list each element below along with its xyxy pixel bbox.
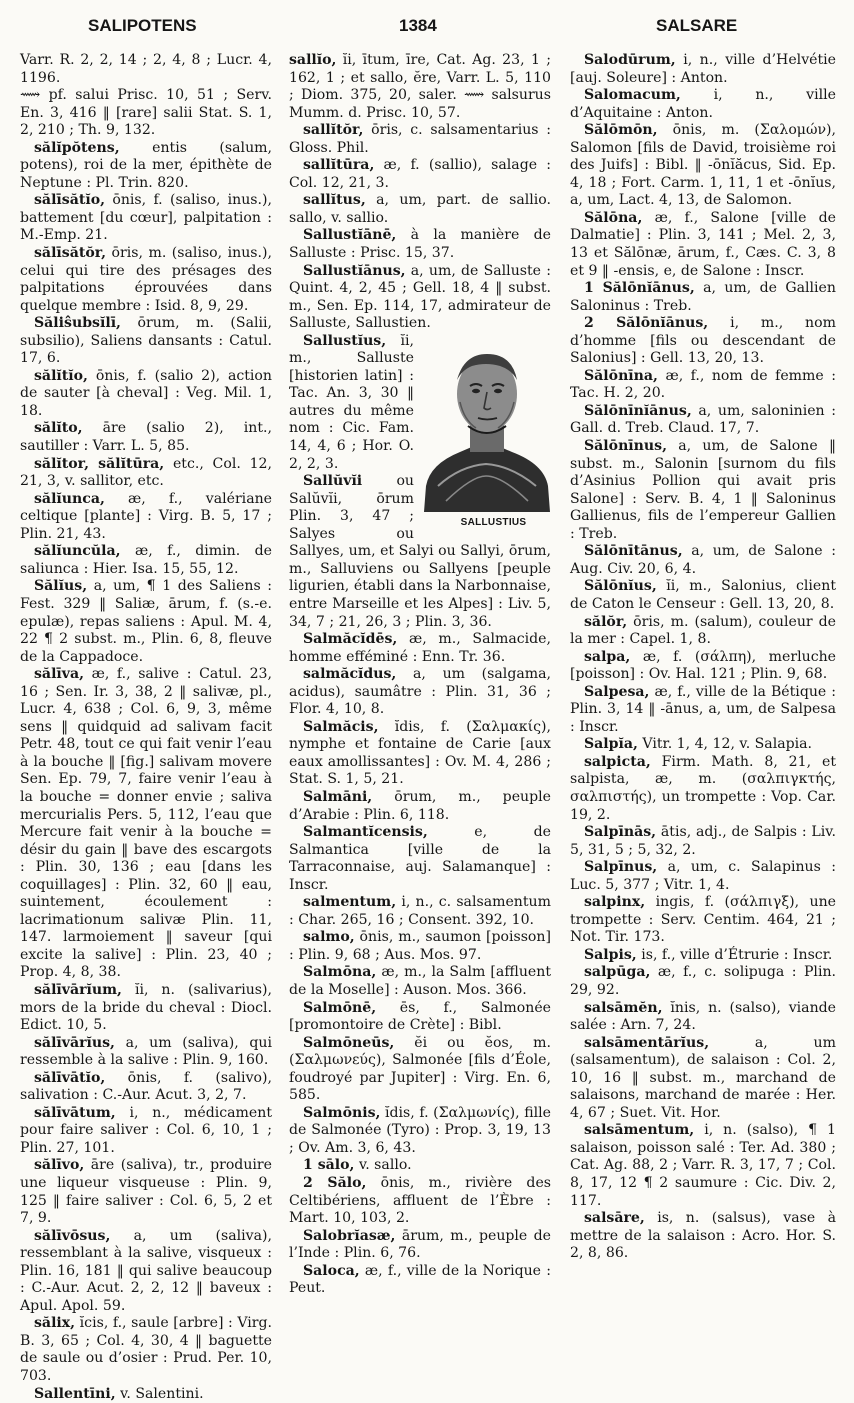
entry-headword: salpicta,	[584, 753, 651, 770]
entry-definition: i, n. (salso), ¶ 1 salaison, poisson salé : Ter. Ad. 380 ; Cat. Ag. 88, 2 ; Varr. R. 3, 17, 7 ; Col. 8, 17, 12 ¶ 2 saumure : Cic. Div. 2, 117.	[570, 1122, 836, 1209]
entry-definition: e, de Salmantica [ville de la Tarraconnaise, auj. Salamanque] : Inscr.	[289, 824, 551, 893]
dictionary-entry	[20, 1386, 272, 1403]
dictionary-entry	[289, 894, 551, 929]
entry-headword: Sallentīni,	[34, 1385, 116, 1402]
dictionary-entry	[20, 578, 272, 666]
entry-definition: ĭi, n. (salivarius), mors de la bride du cheval : Diocl. Edict. 10, 5.	[20, 981, 272, 1034]
entry-definition: is, n. (salsus), vase à mettre de la salaison : Acro. Hor. S. 2, 8, 86.	[570, 1210, 836, 1262]
dictionary-entry	[570, 754, 836, 824]
entry-definition: ōrum, m. (Salii, subsilio), Saliens dansants : Catul. 17, 6.	[20, 315, 272, 367]
entry-headword: sălĭto,	[34, 420, 83, 437]
entry-headword: Salpis,	[584, 946, 637, 963]
entry-headword: sălīvārĭus,	[34, 1034, 115, 1051]
entry-definition: i, n., médicament pour faire saliver : Col. 6, 10, 1 ; Plin. 27, 101.	[20, 1104, 273, 1156]
entry-headword: salsāre,	[584, 1210, 645, 1227]
entry-headword: Sălōnĭus,	[584, 578, 657, 595]
entry-headword: Sălōnīnĭānus,	[584, 402, 692, 419]
dictionary-entry	[570, 87, 836, 122]
dictionary-entry	[289, 1157, 551, 1175]
entry-headword: sallĭtus,	[303, 192, 366, 209]
dictionary-entry	[20, 87, 272, 140]
entry-headword: sălĭuncŭla,	[34, 543, 121, 560]
entry-headword: sallĭtŏr,	[303, 122, 364, 139]
entry-definition: ōnis, f. (salivo), salivation : C.-Aur. Acut. 3, 2, 7.	[20, 1069, 272, 1104]
entry-definition: æ, f., valériane celtique [plante] : Virg. B. 5, 17 ; Plin. 21, 43.	[20, 490, 273, 542]
entry-headword: sălĭtor, sălĭtūra,	[34, 455, 165, 472]
entry-definition: ĭcis, f., saule [arbre] : Virg. B. 3, 65 ; Col. 4, 30, 4 ‖ baguette de saule ou d’osier : Prud. Per. 10, 703.	[20, 1315, 273, 1385]
dictionary-entry	[20, 52, 272, 87]
entry-definition: ātis, adj., de Salpis : Liv. 5, 31, 5 ; 5, 32, 2.	[570, 824, 837, 858]
dictionary-entry	[20, 1070, 272, 1105]
dictionary-entry	[570, 543, 836, 578]
entry-definition: i, m., nom d’homme [fils ou descendant de Salonius] : Gell. 13, 20, 13.	[570, 315, 836, 367]
dictionary-entry	[20, 666, 272, 982]
dictionary-entry	[570, 1122, 836, 1210]
entry-definition: Firm. Math. 8, 21, et salpista, æ, m. (σαλπιγκτής, σαλπιστής), un trompette : Vop. Car. 19, 2.	[570, 753, 836, 823]
entry-definition: ĭi, m., Salonius, client de Caton le Censeur : Gell. 13, 20, 8.	[570, 578, 836, 612]
entry-definition: a, um, c. Salapinus : Luc. 5, 377 ; Vitr. 1, 4.	[570, 859, 837, 893]
entry-headword: salsāmentum,	[584, 1122, 695, 1139]
entry-definition: æ, f., c. solipuga : Plin. 29, 92.	[570, 964, 837, 998]
entry-definition: a, um (saliva), qui ressemble à la salive : Plin. 9, 160.	[20, 1034, 272, 1069]
entry-headword: Sălōna,	[584, 209, 643, 226]
entry-definition: a, um (saliva), ressemblant à la salive, visqueux : Plin. 16, 181 ‖ qui salive beaucoup : C.-Aur. Acut. 2, 2, 12 ‖ baveux : Apul. Apol. 59.	[20, 1227, 272, 1314]
dictionary-entry	[570, 649, 836, 684]
sallustius-portrait	[420, 336, 553, 530]
bust-illustration	[420, 336, 553, 512]
entry-headword: 1 sālo,	[303, 1157, 355, 1174]
entry-headword: Sălōnītānus,	[584, 543, 683, 560]
dictionary-entry	[289, 1105, 551, 1158]
entry-definition: æ, f., ville de la Bétique : Plin. 3, 14 ‖ -ānus, a, um, de Salpesa : Inscr.	[570, 683, 836, 735]
entry-headword: 2 Sălo,	[303, 1175, 367, 1191]
entry-headword: 2 Sălōnĭānus,	[584, 315, 709, 332]
entry-definition: æ, f., nom de femme : Tac. H. 2, 20.	[570, 367, 836, 402]
dictionary-entry	[20, 315, 272, 368]
dictionary-entry	[289, 719, 551, 789]
dictionary-entry	[289, 1175, 551, 1228]
entry-definition: a, um (salgama, acidus), saumâtre : Plin. 31, 36 ; Flor. 4, 10, 8.	[289, 666, 551, 718]
entry-headword: salsāmĕn,	[584, 999, 663, 1016]
entry-definition: Varr. R. 2, 2, 14 ; 2, 4, 8 ; Lucr. 4, 1196.	[20, 52, 272, 86]
dictionary-entry	[20, 368, 272, 421]
entry-headword: sălīvārĭum,	[34, 981, 122, 998]
dictionary-entry	[289, 1000, 551, 1035]
dictionary-entry	[570, 684, 836, 737]
entry-definition: ōnis, f. (salio 2), action de sauter [à cheval] : Veg. Mil. 1, 18.	[20, 367, 272, 419]
last-headword: SALSARE	[656, 16, 738, 35]
column-1	[20, 52, 273, 1402]
dictionary-entry	[20, 982, 272, 1035]
entry-headword: Sallustĭus,	[303, 332, 387, 349]
entry-headword: salmentum,	[303, 894, 397, 911]
entry-headword: sălŏr,	[584, 613, 628, 630]
entry-definition: a, um, de Gallien Saloninus : Treb.	[570, 280, 836, 314]
entry-definition: æ, f. (sallio), salage : Col. 12, 21, 3.	[289, 157, 551, 191]
dictionary-entry	[289, 631, 551, 666]
entry-headword: Salmōnis,	[303, 1104, 381, 1121]
entry-headword: Salpīnus,	[584, 859, 658, 876]
entry-definition: āre (salio 2), int., sautiller : Varr. L. 5, 85.	[20, 420, 272, 455]
entry-headword: sălix,	[34, 1315, 76, 1332]
page-number: 1384	[399, 16, 437, 35]
entry-definition: a, um, de Salone ‖ subst. m., Salonin [surnom du fils d’Asinius Pollion qui avait pris Salone] : Serv. B. 4, 1 ‖ Saloninus Gallienus, fils de l’empereur Gallien : Treb.	[570, 438, 836, 542]
entry-headword: sălīsătĭo,	[34, 192, 106, 209]
first-headword: SALIPOTENS	[88, 16, 197, 35]
entry-definition: a, um (salsamentum), de salaison : Col. 2, 10, 16 ‖ subst. m., marchand de salaisons, marchand de marée : Her. 4, 67 ; Suet. Vit. Hor.	[570, 1034, 836, 1121]
entry-headword: Salmōnē,	[303, 999, 377, 1016]
dictionary-entry	[289, 227, 551, 262]
dictionary-entry	[289, 824, 551, 894]
column-2	[289, 52, 551, 1352]
dictionary-entry	[570, 1000, 836, 1035]
dictionary-entry	[570, 578, 836, 613]
entry-definition: ĕi ou ĕos, m. (Σαλμωνεύς), Salmonée [fils d’Éole, foudroyé par Jupiter] : Virg. En. 6, 585.	[289, 1034, 551, 1104]
dictionary-entry	[570, 614, 836, 649]
column-3	[570, 52, 836, 1352]
entry-definition: à la manière de Salluste : Prisc. 15, 37.	[289, 227, 551, 262]
dictionary-entry	[20, 1105, 272, 1158]
entry-definition: æ, f., Salone [ville de Dalmatie] : Plin. 3, 141 ; Mel. 2, 3, 13 et Sălōnæ, ārum, f., Cæs. C. 3, 8 et 9 ‖ -ensis, e, de Salone : Inscr.	[570, 209, 836, 279]
entry-definition: i, n., c. salsamentum : Char. 265, 16 ; Consent. 392, 10.	[289, 894, 551, 928]
dictionary-entry	[570, 894, 836, 947]
dictionary-entry	[570, 280, 836, 315]
entry-headword: salpinx,	[584, 894, 646, 911]
dictionary-entry	[289, 964, 551, 999]
entry-headword: Sallŭvĭi	[303, 473, 363, 490]
entry-headword: salsāmentārĭus,	[584, 1034, 710, 1051]
dictionary-entry	[570, 122, 836, 210]
running-head	[0, 10, 854, 40]
dictionary-entry	[289, 192, 551, 227]
entry-definition: ⟿ pf. salui Prisc. 10, 51 ; Serv. En. 3, 416 ‖ [rare] salii Stat. S. 1, 2, 210 ; Th. 9, 132.	[20, 87, 272, 139]
dictionary-entry	[20, 1035, 272, 1070]
entry-definition: a, um, part. de sallio. sallo, v. sallio.	[289, 192, 551, 226]
entry-definition: ōris, m. (salum), couleur de la mer : Capel. 1, 8.	[570, 613, 837, 648]
entry-headword: sălīvātum,	[34, 1104, 116, 1121]
dictionary-entry	[20, 140, 272, 193]
entry-definition: ĭi, m., Salluste [historien latin] : Tac. An. 3, 30 ‖ autres du même nom : Cic. Fam. 14, 4, 6 ; Hor. O. 2, 2, 3.	[289, 332, 414, 472]
entry-headword: sălīva,	[34, 666, 85, 683]
entry-headword: Salomacum,	[584, 87, 681, 104]
entry-headword: sălīvōsus,	[34, 1227, 111, 1244]
entry-definition: ōnis, f. (saliso, inus.), battement [du cœur], palpitation : M.-Emp. 21.	[20, 192, 272, 244]
entry-definition: æ, f., ville de la Norique : Peut.	[289, 1262, 551, 1297]
entry-headword: Salpesa,	[584, 683, 650, 700]
entry-definition: æ, f., dimin. de saliunca : Hier. Isa. 15, 55, 12.	[20, 543, 272, 577]
dictionary-entry	[570, 859, 836, 894]
dictionary-entry	[289, 122, 551, 157]
dictionary-entry	[289, 666, 551, 719]
entry-definition: Vitr. 1, 4, 12, v. Salapia.	[642, 736, 813, 753]
entry-headword: salmăcĭdus,	[303, 666, 397, 683]
dictionary-entry	[570, 964, 836, 999]
entry-headword: Salmantĭcensis,	[303, 824, 428, 841]
entry-definition: ou Salŭvĭi, ōrum Plin. 3, 47 ; Salyes ou Sallyes, um, et Salyi ou Sallyi, ōrum, m., Salluviens ou Sallyens [peuple ligurien, établi dans la Narbonnaise, entre Marseille et les Alpes] : Liv. 5, 34, 7 ; 21, 26, 3 ; Plin. 3, 36.	[289, 473, 551, 630]
dictionary-entry	[289, 1228, 551, 1263]
entry-headword: Sălĭus,	[34, 578, 88, 595]
entry-definition: ōnis, m., saumon [poisson] : Plin. 9, 68 ; Aus. Mos. 97.	[289, 929, 551, 963]
dictionary-entry	[289, 1035, 551, 1105]
dictionary-entry	[570, 736, 836, 754]
entry-headword: sallĭo,	[289, 52, 337, 68]
entry-definition: ĭdis, f. (Σαλμακίς), nymphe et fontaine de Carie [aux eaux amollissantes] : Ov. M. 4, 286 ; Stat. S. 1, 5, 21.	[289, 718, 552, 788]
entry-headword: salpa,	[584, 648, 631, 665]
dictionary-entry	[289, 1263, 551, 1298]
dictionary-entry	[289, 263, 551, 333]
entry-definition: ōnis, m., rivière des Celtibériens, affluent de l’Èbre : Mart. 10, 103, 2.	[289, 1175, 552, 1227]
entry-definition: æ, m., la Salm [affluent de la Moselle] : Auson. Mos. 366.	[289, 964, 551, 998]
entry-definition: etc., Col. 12, 21, 3, v. sallitor, etc.	[20, 455, 272, 490]
entry-definition: ōris, c. salsamentarius : Gloss. Phil.	[289, 122, 552, 156]
entry-headword: Salmāni,	[303, 788, 373, 805]
dictionary-entry	[20, 1315, 272, 1385]
entry-headword: sălĭtĭo,	[34, 367, 88, 384]
entry-definition: i, n., ville d’Aquitaine : Anton.	[570, 87, 836, 121]
entry-definition: is, f., ville d’Étrurie : Inscr.	[641, 946, 833, 963]
entry-definition: ingis, f. (σάλπιγξ), une trompette : Serv. Centim. 464, 21 ; Not. Tir. 173.	[570, 894, 837, 946]
entry-definition: i, n., ville d’Helvétie [auj. Soleure] : Anton.	[570, 52, 837, 86]
dictionary-entry	[20, 1228, 272, 1316]
dictionary-entry	[570, 52, 836, 87]
entry-definition: ōris, m. (saliso, inus.), celui qui tire des présages des palpitations éprouvées dans quelque membre : Isid. 8, 9, 29.	[20, 245, 272, 314]
dictionary-entry	[289, 789, 551, 824]
entry-definition: ĭi, ītum, īre, Cat. Ag. 23, 1 ; 162, 1 ; et sallo, ĕre, Varr. L. 5, 110 ; Diom. 375, 20, saler. ⟿ salsurus Mumm. d. Prisc. 10, 57.	[289, 52, 552, 121]
entry-headword: sălīvo,	[34, 1157, 85, 1174]
dictionary-entry	[20, 491, 272, 544]
entry-headword: Salpĭa,	[584, 736, 638, 753]
entry-headword: sălīvātĭo,	[34, 1069, 106, 1086]
entry-headword: sălĭpŏtens,	[34, 139, 120, 156]
entry-headword: Sălōnīnus,	[584, 438, 668, 455]
entry-definition: ōnis, m. (Σαλομών), Salomon [fils de David, troisième roi des Juifs] : Bibl. ‖ -ōnĭăcus, Sid. Ep. 4, 18 ; Fort. Carm. 1, 11, 1 et -ōnĭus, a, um, Lact. 4, 13, de Salomon.	[570, 122, 837, 209]
dictionary-entry	[20, 456, 272, 491]
dictionary-entry	[570, 368, 836, 403]
dictionary-entry	[289, 157, 551, 192]
entry-headword: Sallustĭānus,	[303, 262, 406, 279]
entry-headword: Salobrĭasæ,	[303, 1227, 396, 1244]
entry-headword: Săliŝubsĭlī,	[34, 315, 121, 332]
entry-headword: Salpīnās,	[584, 824, 657, 841]
entry-definition: ĭdis, f. (Σαλμωνίς), fille de Salmonée (Tyro) : Prop. 3, 19, 13 ; Ov. Am. 3, 6, 43.	[289, 1104, 552, 1156]
entry-headword: Saloca,	[303, 1262, 360, 1279]
entry-headword: salmo,	[303, 929, 355, 946]
dictionary-entry	[570, 210, 836, 280]
entry-headword: sălĭunca,	[34, 490, 105, 507]
dictionary-entry	[289, 52, 551, 122]
entry-headword: Salmăcis,	[303, 718, 379, 735]
entry-definition: æ, f., salive : Catul. 23, 16 ; Sen. Ir. 3, 38, 2 ‖ salivæ, pl., Lucr. 4, 638 ; Col. 6, 9, 3, même sens ‖ quidquid ad salivam facit Petr. 48, tout ce qui fait venir l’eau à la bouche ‖ [fig.] salivam movere Sen. Ep. 79, 7, faire venir l’eau à la bouche = donner envie ; saliva mercurialis Pers. 5, 112, l’eau que Mercure fait venir à la bouche = désir du gain ‖ bave des escargots : Plin. 30, 136 ; eau [dans les coquillages] : Plin. 32, 60 ‖ eau, suintement, écoulement : lacrimationum salivæ Plin. 11, 147. larmoiement ‖ saveur [qui excite la salive] : Plin. 23, 40 ; Prop. 4, 8, 38.	[20, 666, 272, 981]
entry-definition: ōrum, m., peuple d’Arabie : Plin. 6, 118.	[289, 788, 551, 823]
entry-headword: Salmōneūs,	[303, 1034, 395, 1051]
entry-definition: a, um, de Salone : Aug. Civ. 20, 6, 4.	[570, 543, 836, 577]
entry-definition: v. Salentini.	[120, 1385, 204, 1402]
entry-definition: ĭnis, n. (salso), viande salée : Arn. 7, 24.	[570, 999, 837, 1034]
entry-headword: salpūga,	[584, 964, 651, 981]
dictionary-entry	[20, 543, 272, 578]
entry-definition: a, um, ¶ 1 des Saliens : Fest. 329 ‖ Saliæ, ārum, f. (s.-e. epulæ), repas saliens : Apul. M. 4, 22 ¶ 2 subst. m., Plin. 6, 8, fleuve de la Cappadoce.	[20, 578, 273, 665]
entry-definition: ārum, m., peuple de l’Inde : Plin. 6, 76.	[289, 1227, 552, 1262]
dictionary-entry	[570, 824, 836, 859]
entry-definition: v. sallo.	[358, 1157, 412, 1174]
dictionary-entry	[570, 1210, 836, 1263]
figure-caption: SALLUSTIUS	[460, 516, 527, 528]
entry-headword: sălīsătŏr,	[34, 245, 107, 262]
dictionary-entry	[570, 947, 836, 965]
entry-headword: Sălōmōn,	[584, 122, 658, 139]
entry-definition: æ, f. (σάλπη), merluche [poisson] : Ov. Hal. 121 ; Plin. 9, 68.	[570, 648, 837, 683]
dictionary-entry	[570, 315, 836, 368]
entry-definition: ēs, f., Salmonée [promontoire de Crète] : Bibl.	[289, 999, 551, 1034]
entry-headword: Salodūrum,	[584, 52, 676, 68]
entry-headword: Salmăcĭdēs,	[303, 631, 398, 648]
entry-headword: sallĭtūra,	[303, 157, 375, 174]
dictionary-entry	[570, 403, 836, 438]
dictionary-entry	[570, 1035, 836, 1123]
entry-definition: āre (saliva), tr., produire une liqueur visqueuse : Plin. 9, 125 ‖ faire saliver : Col. 6, 5, 2 et 7, 9.	[20, 1157, 272, 1227]
entry-definition: a, um, de Salluste : Quint. 4, 2, 45 ; Gell. 18, 4 ‖ subst. m., Sen. Ep. 114, 17, admirateur de Salluste, Sallustien.	[289, 262, 551, 332]
entry-definition: a, um, saloninien : Gall. d. Treb. Claud. 17, 7.	[570, 402, 836, 437]
dictionary-entry	[20, 245, 272, 315]
dictionary-entry	[289, 929, 551, 964]
entry-definition: æ, m., Salmacide, homme efféminé : Enn. Tr. 36.	[289, 631, 551, 665]
entry-headword: Salmōna,	[303, 964, 377, 981]
dictionary-entry	[20, 1157, 272, 1227]
entry-headword: Sălōnīna,	[584, 367, 658, 384]
entry-headword: Sallustĭānē,	[303, 227, 397, 244]
dictionary-entry	[20, 192, 272, 245]
entry-definition: entis (salum, potens), roi de la mer, épithète de Neptune : Pl. Trin. 820.	[20, 139, 272, 191]
dictionary-entry	[570, 438, 836, 543]
entry-headword: 1 Sălōnĭānus,	[584, 280, 695, 297]
dictionary-entry	[20, 420, 272, 455]
